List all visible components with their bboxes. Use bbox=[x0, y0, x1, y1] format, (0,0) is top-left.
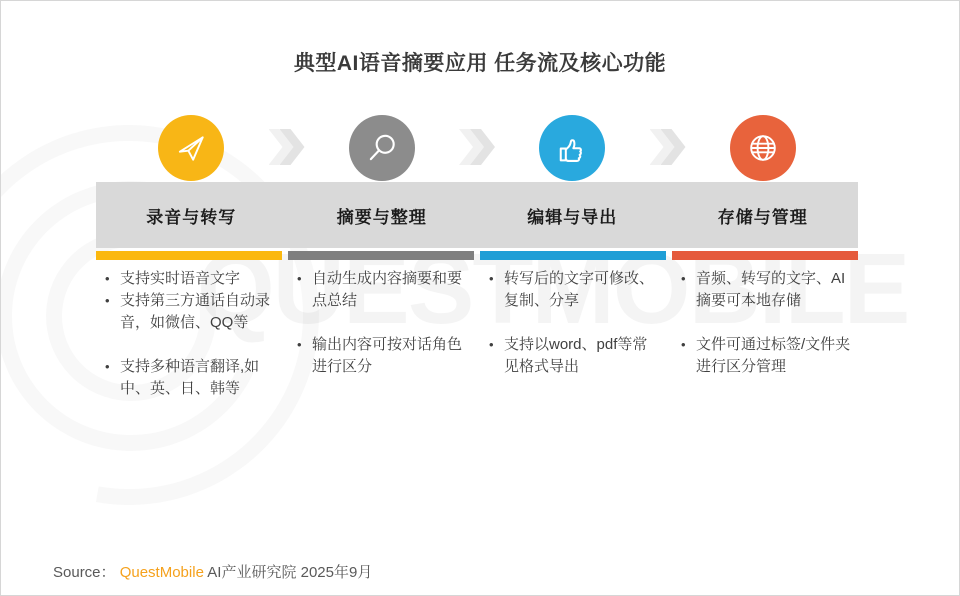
step-accent-bar bbox=[480, 251, 666, 260]
step-icon-cell bbox=[668, 115, 859, 182]
bullet-item: • 输出内容可按对话角色进行区分 bbox=[295, 334, 470, 378]
bullet-item: • 支持第三方通话自动录音，如微信、QQ等 bbox=[103, 290, 278, 334]
thumbs-up-icon bbox=[539, 115, 605, 181]
bullet-group bbox=[487, 268, 662, 312]
source-label: Source： bbox=[53, 564, 116, 581]
bullet-group bbox=[679, 334, 854, 378]
bullet-item: • 转写后的文字可修改、复制、分享 bbox=[487, 268, 662, 312]
bullets-row bbox=[96, 268, 858, 400]
arrow-right-icon bbox=[459, 129, 499, 165]
source-line bbox=[53, 561, 372, 582]
page-title: 典型AI语音摘要应用 任务流及核心功能 bbox=[293, 52, 667, 75]
step-accent-bar bbox=[96, 251, 282, 260]
arrow-right-icon bbox=[650, 129, 690, 165]
step-header-band bbox=[96, 182, 858, 248]
task-flow bbox=[96, 115, 858, 400]
step-accent-bar bbox=[672, 251, 858, 260]
step-icon-cell bbox=[477, 115, 668, 182]
arrow-right-icon bbox=[269, 129, 309, 165]
bullet-item: • 音频、转写的文字、AI摘要可本地存储 bbox=[679, 268, 854, 312]
step-bullets bbox=[480, 268, 666, 400]
bullet-item: • 支持多种语言翻译,如中、英、日、韩等 bbox=[103, 356, 278, 400]
step-bullets bbox=[96, 268, 282, 400]
step-icon-cell bbox=[287, 115, 478, 182]
bullet-group bbox=[487, 334, 662, 378]
bullet-group bbox=[295, 334, 470, 378]
bullet-group bbox=[679, 268, 854, 312]
bullet-group bbox=[295, 268, 470, 312]
step-header: 摘要与整理 bbox=[336, 207, 427, 227]
bullet-item: • 支持实时语音文字 bbox=[103, 268, 278, 290]
source-rest: AI产业研究院 2025年9月 bbox=[207, 564, 373, 581]
bullet-item: • 支持以word、pdf等常见格式导出 bbox=[487, 334, 662, 378]
magnifier-icon bbox=[349, 115, 415, 181]
step-header: 编辑与导出 bbox=[527, 207, 618, 227]
paper-plane-icon bbox=[158, 115, 224, 181]
bullet-group bbox=[103, 356, 278, 400]
step-header: 录音与转写 bbox=[146, 207, 237, 227]
accent-bars-row bbox=[96, 251, 858, 260]
globe-icon bbox=[730, 115, 796, 181]
bullet-item: • 自动生成内容摘要和要点总结 bbox=[295, 268, 470, 312]
step-icon-cell bbox=[96, 115, 287, 182]
icons-row bbox=[96, 115, 858, 182]
step-accent-bar bbox=[288, 251, 474, 260]
step-bullets bbox=[288, 268, 474, 400]
step-bullets bbox=[672, 268, 858, 400]
step-header: 存储与管理 bbox=[717, 207, 808, 227]
source-brand: QuestMobile bbox=[119, 564, 204, 581]
bullet-group bbox=[103, 268, 278, 334]
bullet-item: • 文件可通过标签/文件夹进行区分管理 bbox=[679, 334, 854, 378]
